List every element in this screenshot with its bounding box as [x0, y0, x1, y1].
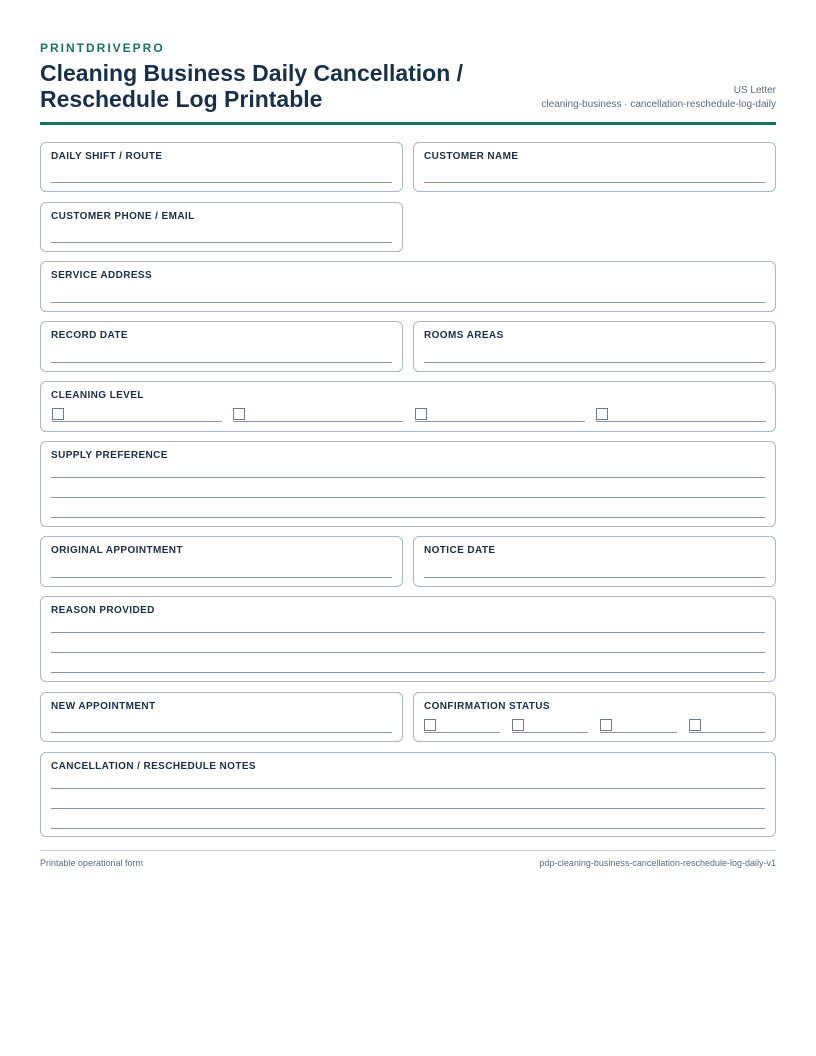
supply-preference-field[interactable]	[40, 441, 776, 527]
checkbox[interactable]	[512, 719, 524, 731]
confirmation-status-option-2[interactable]	[512, 719, 588, 733]
write-line[interactable]	[51, 828, 765, 829]
confirmation-status-field	[413, 692, 776, 742]
checkbox[interactable]	[600, 719, 612, 731]
field-label: SERVICE ADDRESS	[51, 270, 153, 281]
original-appointment-field[interactable]	[40, 536, 403, 587]
field-label: RECORD DATE	[51, 330, 128, 341]
write-line[interactable]	[51, 577, 392, 578]
write-line[interactable]	[51, 672, 765, 673]
write-line[interactable]	[51, 632, 765, 633]
page-title: Cleaning Business Daily Cancellation / Reschedule Log Printable	[40, 60, 464, 112]
field-label: NOTICE DATE	[424, 545, 496, 556]
confirmation-status-option-1[interactable]	[424, 719, 500, 733]
write-line[interactable]	[51, 788, 765, 789]
field-label: CUSTOMER PHONE / EMAIL	[51, 211, 195, 222]
field-label: CONFIRMATION STATUS	[424, 701, 550, 712]
paper-size: US Letter	[733, 85, 776, 96]
confirmation-status-option-4[interactable]	[689, 719, 765, 733]
write-line[interactable]	[51, 302, 765, 303]
field-label: ORIGINAL APPOINTMENT	[51, 545, 183, 556]
checkbox[interactable]	[52, 408, 64, 420]
notice-date-field[interactable]	[413, 536, 776, 587]
checkbox[interactable]	[424, 719, 436, 731]
cleaning-level-option-4[interactable]	[596, 408, 766, 422]
field-label: DAILY SHIFT / ROUTE	[51, 151, 163, 162]
confirmation-status-option-3[interactable]	[600, 719, 677, 733]
write-line[interactable]	[51, 497, 765, 498]
service-address-field[interactable]	[40, 261, 776, 312]
new-appointment-field[interactable]	[40, 692, 403, 742]
write-line[interactable]	[51, 242, 392, 243]
daily-shift-route-field[interactable]	[40, 142, 403, 192]
footer-left-text: Printable operational form	[40, 858, 144, 868]
field-label: CUSTOMER NAME	[424, 151, 519, 162]
field-label: CLEANING LEVEL	[51, 390, 144, 401]
cleaning-level-option-2[interactable]	[233, 408, 403, 422]
cancellation-reschedule-notes-field[interactable]	[40, 752, 776, 837]
cleaning-level-option-1[interactable]	[52, 408, 222, 422]
write-line[interactable]	[424, 577, 765, 578]
cleaning-level-option-3[interactable]	[415, 408, 585, 422]
field-label: NEW APPOINTMENT	[51, 701, 156, 712]
footer-form-id: pdp-cleaning-business-cancellation-reschedule-log-daily-v1	[539, 858, 776, 868]
write-line[interactable]	[51, 652, 765, 653]
write-line[interactable]	[51, 362, 392, 363]
write-line[interactable]	[51, 732, 392, 733]
checkbox[interactable]	[415, 408, 427, 420]
cleaning-level-field	[40, 381, 776, 432]
field-label: CANCELLATION / RESCHEDULE NOTES	[51, 761, 256, 772]
reason-provided-field[interactable]	[40, 596, 776, 682]
field-label: SUPPLY PREFERENCE	[51, 450, 168, 461]
footer-rule	[40, 850, 776, 851]
checkbox[interactable]	[233, 408, 245, 420]
write-line[interactable]	[424, 362, 765, 363]
header-rule	[40, 122, 776, 125]
customer-phone-email-field[interactable]	[40, 202, 403, 252]
write-line[interactable]	[424, 182, 765, 183]
customer-name-field[interactable]	[413, 142, 776, 192]
field-label: ROOMS AREAS	[424, 330, 504, 341]
write-line[interactable]	[51, 182, 392, 183]
checkbox[interactable]	[689, 719, 701, 731]
brand-name: PRINTDRIVEPRO	[40, 41, 165, 55]
field-label: REASON PROVIDED	[51, 605, 155, 616]
document-meta	[541, 84, 776, 112]
record-date-field[interactable]	[40, 321, 403, 372]
write-line[interactable]	[51, 477, 765, 478]
write-line[interactable]	[51, 517, 765, 518]
document-slug: cleaning-business · cancellation-reschedule-log-daily	[541, 99, 776, 110]
write-line[interactable]	[51, 808, 765, 809]
checkbox[interactable]	[596, 408, 608, 420]
rooms-areas-field[interactable]	[413, 321, 776, 372]
